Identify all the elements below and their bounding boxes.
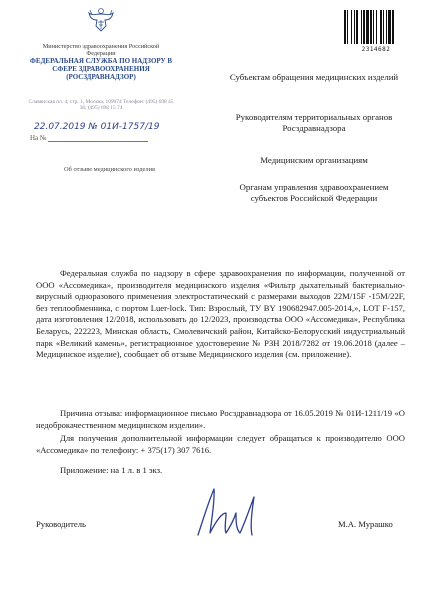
body-paragraph-3: Для получения дополнительной информации следует обращаться к производителю ООО «Ассомедика» по телефону: + 375(17) 307 7616. bbox=[36, 433, 405, 455]
handwritten-signature bbox=[188, 483, 264, 541]
recipient-4: Органам управления здравоохранением субъектов Российской Федерации bbox=[239, 182, 389, 203]
barcode-number: 2314682 bbox=[361, 46, 391, 53]
reference-number-line bbox=[30, 134, 148, 142]
body-paragraph-1: Федеральная служба по надзору в сфере здравоохранения по информации, полученной от ООО «Ассомедика», производителя медицинского изделия «Фильтр дыхательный бактериально-вирусный одноразового применения электростатический с размерами выходов 22M/15F -15M/22F, без теплообменника, с портом Luer-lock. Тип: Взрослый, ТУ BY 190682947.005-2014,», LOT F-157, дата изготовления 12/2018, использовать до 12/2023, производства ООО «Ассомедика», Республика Беларусь, 222223, Минская область, Смолевичский район, Китайско-Белорусский индустриальный парк «Великий камень», регистрационное удостоверение № РЗН 2018/7282 от 19.06.2018 (далее – Медицинское изделие), сообщает об отзыве Медицинского изделия (см. приложение). bbox=[36, 268, 405, 360]
reference-number-blank bbox=[48, 141, 148, 142]
letter-subject: Об отзыве медицинского изделия bbox=[64, 166, 155, 173]
barcode-icon bbox=[343, 10, 409, 44]
body-paragraph-2: Причина отзыва: информационное письмо Росздравнадзора от 16.05.2019 № 01И-1211/19 «О недоброкачественном медицинском изделии». bbox=[36, 408, 405, 430]
recipient-1: Субъектам обращения медицинских изделий bbox=[229, 72, 399, 82]
handwritten-date-number: 22.07.2019 № 01И-1757/19 bbox=[34, 122, 160, 132]
agency-name: ФЕДЕРАЛЬНАЯ СЛУЖБА ПО НАДЗОРУ В СФЕРЕ ЗДРАВООХРАНЕНИЯ (РОСЗДРАВНАДЗОР) bbox=[29, 57, 173, 81]
recipient-2: Руководителям территориальных органов Росздравнадзора bbox=[235, 112, 393, 133]
signatory-name: М.А. Мурашко bbox=[338, 519, 393, 529]
attachment-note: Приложение: на 1 л. в 1 экз. bbox=[60, 465, 163, 475]
reference-number-prefix: На № bbox=[30, 134, 47, 142]
ministry-name: Министерство здравоохранения Российской Федерации bbox=[42, 43, 160, 57]
recipient-3: Медицинским организациям bbox=[260, 155, 368, 165]
double-headed-eagle-emblem-icon bbox=[86, 6, 116, 36]
signatory-role: Руководитель bbox=[36, 519, 86, 529]
agency-address: Славянская пл. 4, стр. 1, Москва, 109074 Телефон: (495) 698 45 38; (495) 698 15 74 bbox=[28, 99, 174, 112]
